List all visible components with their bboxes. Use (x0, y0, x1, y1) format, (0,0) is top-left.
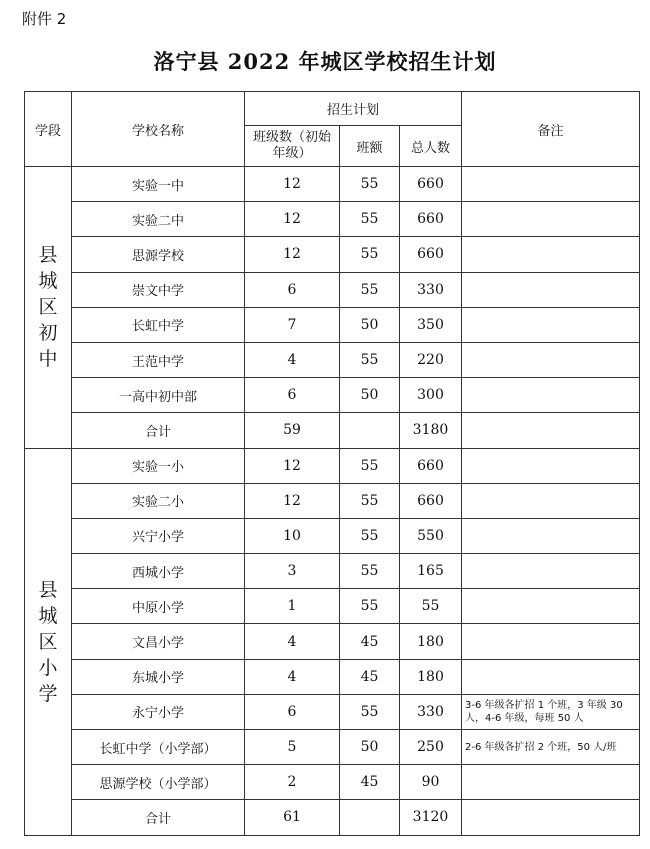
class-count: 6 (245, 694, 340, 729)
table-row (25, 765, 640, 800)
total-students: 180 (400, 624, 462, 659)
stage-label: 县城区小学 (38, 578, 58, 705)
note-cell (462, 167, 640, 202)
table-row (25, 272, 640, 307)
class-count: 6 (245, 272, 340, 307)
class-count: 2 (245, 765, 340, 800)
note-cell (462, 659, 640, 694)
class-count: 12 (245, 448, 340, 483)
note-cell (462, 202, 640, 237)
note-cell (462, 800, 640, 835)
class-size: 55 (340, 202, 400, 237)
table-row (25, 589, 640, 624)
table-row (25, 448, 640, 483)
note-cell (462, 554, 640, 589)
class-count: 4 (245, 342, 340, 377)
stage-cell (25, 448, 72, 835)
middle-school-section (25, 167, 640, 449)
header-total: 总人数 (400, 126, 462, 167)
class-size: 45 (340, 765, 400, 800)
table-row (25, 483, 640, 518)
note-cell (462, 272, 640, 307)
note-cell (462, 307, 640, 342)
class-size: 55 (340, 448, 400, 483)
note-cell (462, 378, 640, 413)
note-cell (462, 483, 640, 518)
school-name: 思源学校（小学部） (72, 765, 245, 800)
note-cell: 2-6 年级各扩招 2 个班，50 人/班 (462, 730, 640, 765)
table-row (25, 307, 640, 342)
class-size: 50 (340, 307, 400, 342)
table-row (25, 730, 640, 765)
subtotal-size (340, 413, 400, 448)
total-students: 300 (400, 378, 462, 413)
class-count: 12 (245, 202, 340, 237)
note-cell (462, 518, 640, 553)
total-students: 220 (400, 342, 462, 377)
school-name: 一高中初中部 (72, 378, 245, 413)
class-count: 10 (245, 518, 340, 553)
header-plan: 招生计划 (245, 92, 462, 126)
note-cell (462, 237, 640, 272)
header-classes: 班级数（初始年级） (245, 126, 340, 167)
total-students: 660 (400, 448, 462, 483)
enrollment-table (24, 91, 640, 836)
class-size: 55 (340, 237, 400, 272)
class-count: 4 (245, 659, 340, 694)
total-students: 660 (400, 202, 462, 237)
class-size: 55 (340, 589, 400, 624)
subtotal-total: 3120 (400, 800, 462, 835)
total-students: 330 (400, 272, 462, 307)
class-size: 55 (340, 272, 400, 307)
class-count: 12 (245, 237, 340, 272)
class-size: 55 (340, 167, 400, 202)
class-size: 45 (340, 659, 400, 694)
note-cell (462, 765, 640, 800)
class-size: 50 (340, 730, 400, 765)
total-students: 350 (400, 307, 462, 342)
school-name: 兴宁小学 (72, 518, 245, 553)
total-students: 660 (400, 483, 462, 518)
class-size: 50 (340, 378, 400, 413)
school-name: 文昌小学 (72, 624, 245, 659)
header-class-size: 班额 (340, 126, 400, 167)
table-row (25, 413, 640, 448)
class-count: 12 (245, 483, 340, 518)
subtotal-classes: 61 (245, 800, 340, 835)
table-row (25, 554, 640, 589)
table-row (25, 237, 640, 272)
table-row (25, 202, 640, 237)
school-name: 思源学校 (72, 237, 245, 272)
school-name: 王范中学 (72, 342, 245, 377)
total-students: 550 (400, 518, 462, 553)
note-cell (462, 448, 640, 483)
school-name: 实验一中 (72, 167, 245, 202)
class-count: 3 (245, 554, 340, 589)
school-name: 实验二小 (72, 483, 245, 518)
school-name: 中原小学 (72, 589, 245, 624)
school-name: 东城小学 (72, 659, 245, 694)
table-row (25, 518, 640, 553)
header-stage: 学段 (25, 92, 72, 167)
note-cell (462, 624, 640, 659)
total-students: 330 (400, 694, 462, 729)
subtotal-size (340, 800, 400, 835)
table-row (25, 378, 640, 413)
class-count: 7 (245, 307, 340, 342)
class-count: 4 (245, 624, 340, 659)
subtotal-total: 3180 (400, 413, 462, 448)
table-row (25, 167, 640, 202)
note-cell (462, 342, 640, 377)
total-students: 55 (400, 589, 462, 624)
note-cell: 3-6 年级各扩招 1 个班，3 年级 30 人，4-6 年级，每班 50 人 (462, 694, 640, 729)
stage-label: 县城区初中 (38, 244, 58, 371)
note-cell (462, 413, 640, 448)
table-row (25, 624, 640, 659)
table-row (25, 694, 640, 729)
total-students: 165 (400, 554, 462, 589)
class-size: 55 (340, 554, 400, 589)
total-students: 250 (400, 730, 462, 765)
subtotal-classes: 59 (245, 413, 340, 448)
total-students: 660 (400, 237, 462, 272)
table-row (25, 800, 640, 835)
school-name: 永宁小学 (72, 694, 245, 729)
class-size: 45 (340, 624, 400, 659)
school-name: 西城小学 (72, 554, 245, 589)
page-title: 洛宁县 2022 年城区学校招生计划 (153, 49, 497, 74)
class-size: 55 (340, 518, 400, 553)
header-notes: 备注 (462, 92, 640, 167)
class-count: 1 (245, 589, 340, 624)
school-name: 实验二中 (72, 202, 245, 237)
total-students: 180 (400, 659, 462, 694)
header-school: 学校名称 (72, 92, 245, 167)
primary-school-section (25, 448, 640, 835)
class-size: 55 (340, 694, 400, 729)
class-count: 6 (245, 378, 340, 413)
total-students: 660 (400, 167, 462, 202)
note-cell (462, 589, 640, 624)
stage-cell (25, 167, 72, 449)
school-name: 长虹中学 (72, 307, 245, 342)
school-name: 长虹中学（小学部） (72, 730, 245, 765)
school-name: 实验一小 (72, 448, 245, 483)
class-size: 55 (340, 342, 400, 377)
subtotal-label: 合计 (72, 413, 245, 448)
class-size: 55 (340, 483, 400, 518)
subtotal-label: 合计 (72, 800, 245, 835)
total-students: 90 (400, 765, 462, 800)
attachment-label: 附件 2 (22, 10, 67, 28)
class-count: 12 (245, 167, 340, 202)
table-row (25, 659, 640, 694)
class-count: 5 (245, 730, 340, 765)
table-row (25, 342, 640, 377)
school-name: 崇文中学 (72, 272, 245, 307)
